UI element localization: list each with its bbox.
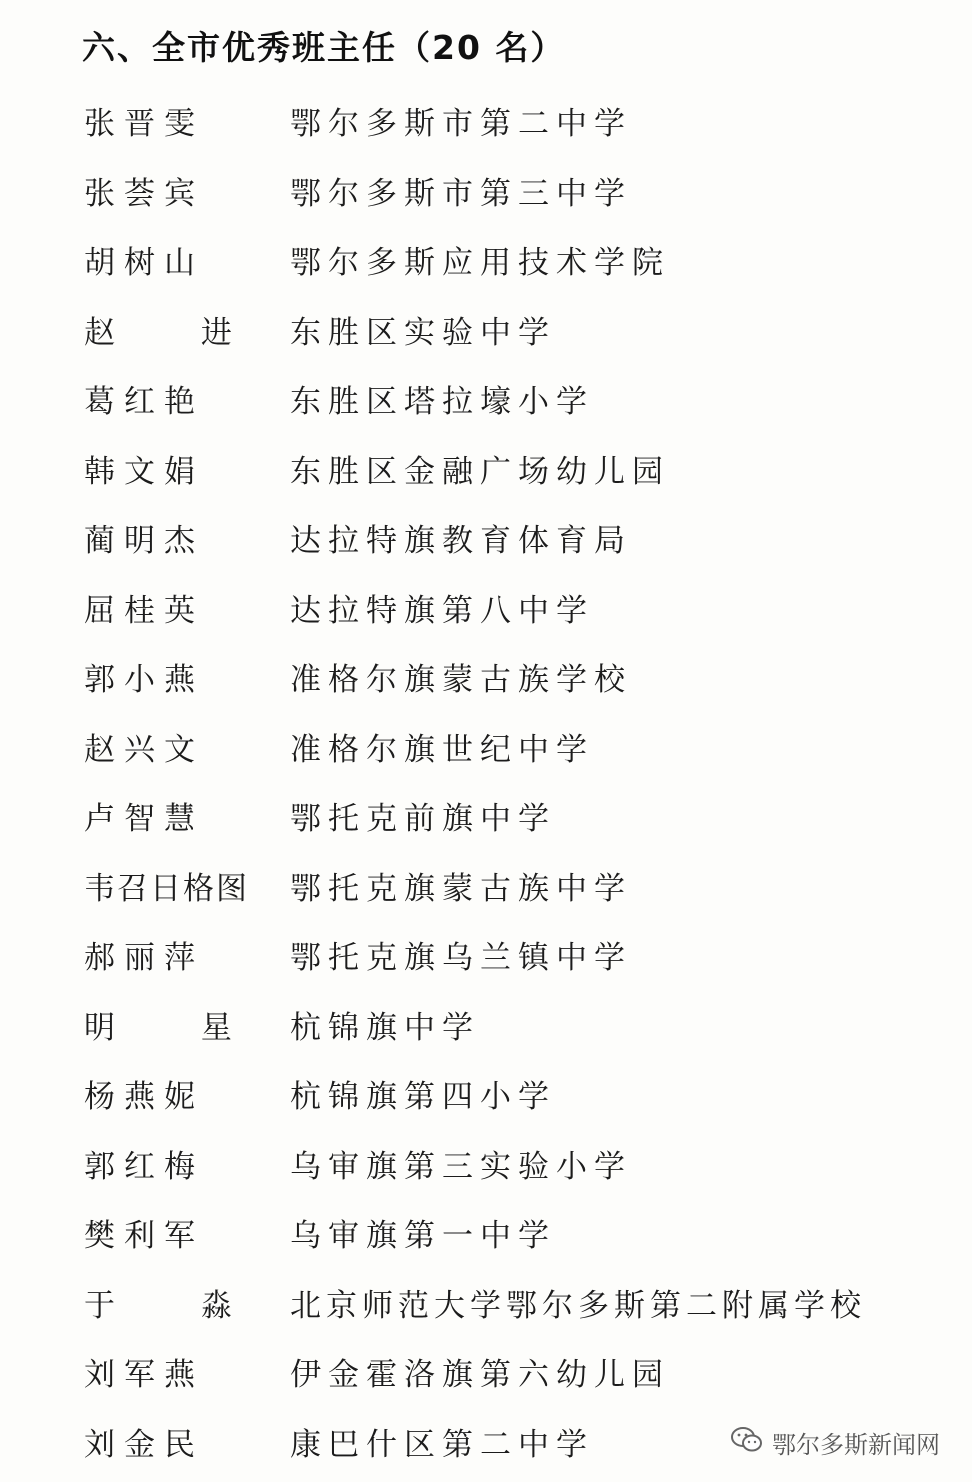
honoree-organization: 鄂尔多斯应用技术学院 <box>290 245 670 282</box>
honoree-organization: 杭锦旗中学 <box>290 1009 480 1046</box>
honoree-name: 蔺明杰 <box>84 523 204 560</box>
list-item <box>84 920 944 990</box>
honoree-organization: 东胜区塔拉壕小学 <box>290 384 594 421</box>
honoree-organization: 准格尔旗世纪中学 <box>290 731 594 768</box>
honoree-organization: 杭锦旗第四小学 <box>290 1079 556 1116</box>
list-item <box>84 1129 944 1199</box>
honoree-name: 张晋雯 <box>84 106 204 143</box>
list-item <box>84 851 944 921</box>
honoree-organization: 鄂托克前旗中学 <box>290 801 556 838</box>
list-item <box>84 295 944 365</box>
honoree-organization: 准格尔旗蒙古族学校 <box>290 662 632 699</box>
list-item <box>84 573 944 643</box>
honoree-name: 葛红艳 <box>84 384 204 421</box>
list-item <box>84 503 944 573</box>
watermark-text: 鄂尔多斯新闻网 <box>772 1431 940 1459</box>
list-item <box>84 781 944 851</box>
honoree-organization: 北京师范大学鄂尔多斯第二附属学校 <box>290 1287 866 1324</box>
section-heading: 六、全市优秀班主任（20 名） <box>82 28 566 67</box>
honoree-name: 郭红梅 <box>84 1148 204 1185</box>
honoree-name: 杨燕妮 <box>84 1079 204 1116</box>
list-item <box>84 364 944 434</box>
list-item <box>84 990 944 1060</box>
honoree-name: 张荟宾 <box>84 175 204 212</box>
list-item <box>84 156 944 226</box>
honoree-organization: 鄂尔多斯市第二中学 <box>290 106 632 143</box>
honoree-name: 郝丽萍 <box>84 940 204 977</box>
wechat-icon <box>730 1426 764 1460</box>
list-item <box>84 434 944 504</box>
honoree-name: 赵 进 <box>84 314 270 351</box>
honoree-organization: 鄂托克旗蒙古族中学 <box>290 870 632 907</box>
honoree-organization: 达拉特旗第八中学 <box>290 592 594 629</box>
honoree-organization: 伊金霍洛旗第六幼儿园 <box>290 1357 670 1394</box>
list-item <box>84 642 944 712</box>
list-item <box>84 1337 944 1407</box>
list-item <box>84 225 944 295</box>
list-item <box>84 712 944 782</box>
honoree-name: 明 星 <box>84 1009 270 1046</box>
honoree-name: 屈桂英 <box>84 592 204 629</box>
honoree-name: 刘金民 <box>84 1426 204 1463</box>
list-item <box>84 1059 944 1129</box>
list-item <box>84 1198 944 1268</box>
source-watermark <box>730 1425 940 1460</box>
honoree-organization: 乌审旗第一中学 <box>290 1218 556 1255</box>
honoree-name: 赵兴文 <box>84 731 204 768</box>
honoree-organization: 达拉特旗教育体育局 <box>290 523 632 560</box>
honoree-name: 于 淼 <box>84 1287 270 1324</box>
honoree-name: 樊利军 <box>84 1218 204 1255</box>
honoree-organization: 东胜区金融广场幼儿园 <box>290 453 670 490</box>
honoree-organization: 鄂托克旗乌兰镇中学 <box>290 940 632 977</box>
honoree-name: 胡树山 <box>84 245 204 282</box>
honoree-organization: 东胜区实验中学 <box>290 314 556 351</box>
honoree-organization: 康巴什区第二中学 <box>290 1426 594 1463</box>
honoree-organization: 乌审旗第三实验小学 <box>290 1148 632 1185</box>
honoree-name: 韦召日格图 <box>84 870 249 907</box>
honoree-list <box>84 86 944 1476</box>
honoree-name: 郭小燕 <box>84 662 204 699</box>
honoree-name: 卢智慧 <box>84 801 204 838</box>
honoree-name: 韩文娟 <box>84 453 204 490</box>
honoree-name: 刘军燕 <box>84 1357 204 1394</box>
list-item <box>84 86 944 156</box>
honoree-organization: 鄂尔多斯市第三中学 <box>290 175 632 212</box>
list-item <box>84 1268 944 1338</box>
